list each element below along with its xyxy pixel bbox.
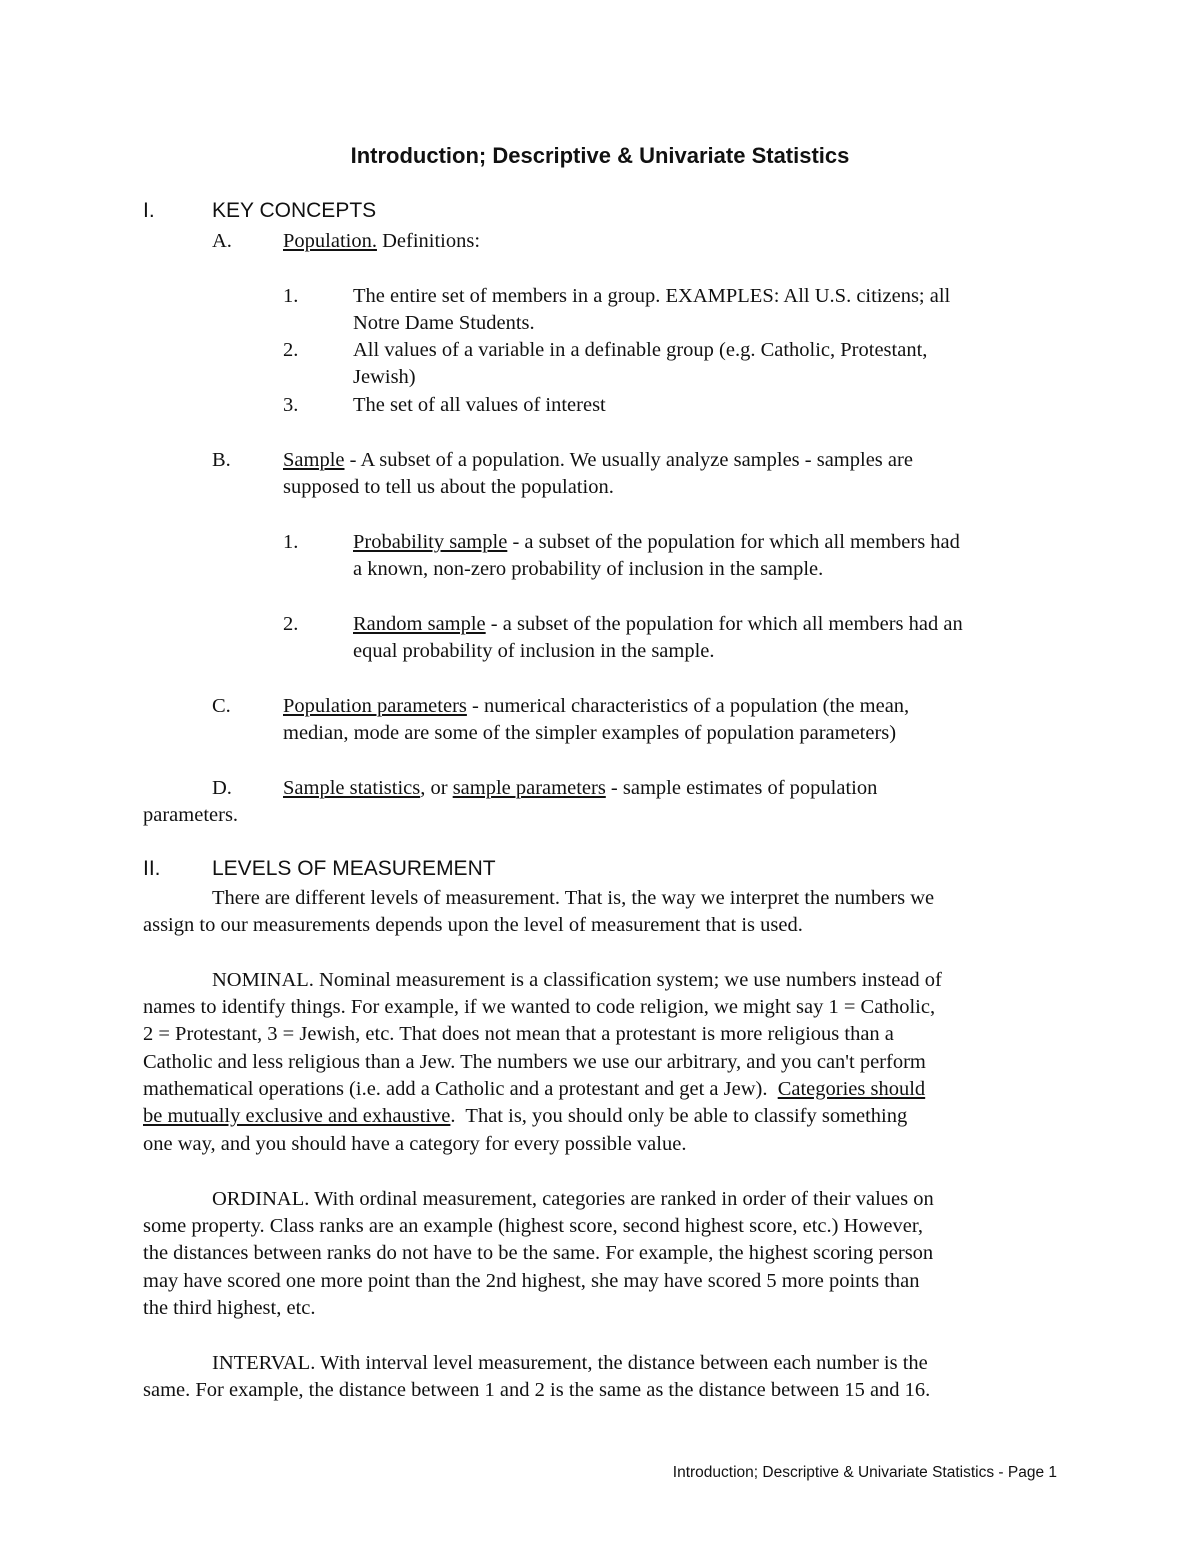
ordinal-line-3: the distances between ranks do not have to be the same. For example, the highest scoring person bbox=[143, 1242, 934, 1264]
section-2-number: II. bbox=[143, 857, 161, 880]
b-item-2-number: 2. bbox=[283, 613, 299, 635]
b-item-1-number: 1. bbox=[283, 531, 299, 553]
a-item-1-line2: Notre Dame Students. bbox=[353, 312, 535, 334]
a-item-3-number: 3. bbox=[283, 394, 299, 416]
section-1-number: I. bbox=[143, 199, 155, 222]
nominal-line-7: one way, and you should have a category for every possible value. bbox=[143, 1133, 687, 1155]
item-b-rest: - A subset of a population. We usually analyze samples - samples are bbox=[344, 449, 913, 471]
interval-line-1: INTERVAL. With interval level measurement, the distance between each number is the bbox=[212, 1352, 928, 1374]
item-a-rest: Definitions: bbox=[376, 230, 481, 252]
a-item-3-line1: The set of all values of interest bbox=[353, 394, 606, 416]
a-item-2-line1: All values of a variable in a definable group (e.g. Catholic, Protestant, bbox=[353, 339, 928, 361]
item-c-term: Population parameters bbox=[283, 695, 467, 717]
nominal-line-1: NOMINAL. Nominal measurement is a classification system; we use numbers instead of bbox=[212, 969, 942, 991]
item-d-term-2: sample parameters bbox=[452, 777, 606, 799]
nominal-line-5 bbox=[143, 1076, 925, 1103]
section-2-intro-line1: There are different levels of measurement. That is, the way we interpret the numbers we bbox=[212, 887, 935, 909]
b-item-1-text bbox=[353, 529, 960, 556]
item-b-line2: supposed to tell us about the population. bbox=[283, 476, 614, 498]
item-d-rest: - sample estimates of population bbox=[605, 777, 878, 799]
b-item-1-line2: a known, non-zero probability of inclusion in the sample. bbox=[353, 558, 824, 580]
a-item-2-number: 2. bbox=[283, 339, 299, 361]
interval-line-2: same. For example, the distance between 1 and 2 is the same as the distance between 15 and 16. bbox=[143, 1379, 931, 1401]
b-item-1-term: Probability sample bbox=[353, 531, 508, 553]
item-d-letter: D. bbox=[212, 777, 232, 799]
nominal-line-4: Catholic and less religious than a Jew. The numbers we use our arbitrary, and you can't perform bbox=[143, 1051, 926, 1073]
item-c-line2: median, mode are some of the simpler examples of population parameters) bbox=[283, 722, 897, 744]
ordinal-line-4: may have scored one more point than the 2nd highest, she may have scored 5 more points than bbox=[143, 1270, 920, 1292]
b-item-2-text bbox=[353, 611, 963, 638]
item-d-line2: parameters. bbox=[143, 804, 239, 826]
page-title: Introduction; Descriptive & Univariate Statistics bbox=[350, 143, 850, 168]
b-item-1-rest: - a subset of the population for which all members had bbox=[507, 531, 960, 553]
section-1-heading: KEY CONCEPTS bbox=[212, 199, 377, 222]
a-item-1-number: 1. bbox=[283, 285, 299, 307]
b-item-2-rest: - a subset of the population for which all members had an bbox=[485, 613, 963, 635]
nominal-line-6 bbox=[143, 1103, 907, 1130]
ordinal-line-2: some property. Class ranks are an example (highest score, second highest score, etc.) However, bbox=[143, 1215, 924, 1237]
section-2-intro-line2: assign to our measurements depends upon the level of measurement that is used. bbox=[143, 914, 803, 936]
nominal-line-2: names to identify things. For example, if we wanted to code religion, we might say 1 = Catholic, bbox=[143, 996, 936, 1018]
item-a-letter: A. bbox=[212, 230, 232, 252]
item-a-term: Population. bbox=[283, 230, 377, 252]
b-item-2-line2: equal probability of inclusion in the sample. bbox=[353, 640, 715, 662]
a-item-1-line1: The entire set of members in a group. EXAMPLES: All U.S. citizens; all bbox=[353, 285, 951, 307]
nominal-line-3: 2 = Protestant, 3 = Jewish, etc. That does not mean that a protestant is more religious than a bbox=[143, 1023, 894, 1045]
item-c-rest: - numerical characteristics of a population (the mean, bbox=[466, 695, 910, 717]
ordinal-line-1: ORDINAL. With ordinal measurement, categories are ranked in order of their values on bbox=[212, 1188, 934, 1210]
item-c-letter: C. bbox=[212, 695, 231, 717]
section-2-heading: LEVELS OF MEASUREMENT bbox=[212, 857, 496, 880]
nominal-line-5-underlined: Categories should bbox=[777, 1078, 926, 1100]
item-a-text bbox=[283, 228, 480, 255]
ordinal-line-5: the third highest, etc. bbox=[143, 1297, 316, 1319]
item-b-term: Sample bbox=[283, 449, 345, 471]
item-c-text bbox=[283, 693, 909, 720]
b-item-2-term: Random sample bbox=[353, 613, 486, 635]
nominal-line-6-underlined: be mutually exclusive and exhaustive bbox=[143, 1105, 451, 1127]
item-d-mid: , or bbox=[420, 777, 453, 799]
item-d-term-1: Sample statistics bbox=[283, 777, 421, 799]
item-b-letter: B. bbox=[212, 449, 231, 471]
nominal-line-6-text: . That is, you should only be able to classify something bbox=[450, 1105, 908, 1127]
nominal-line-5-text: mathematical operations (i.e. add a Catholic and a protestant and get a Jew). bbox=[143, 1078, 778, 1100]
a-item-2-line2: Jewish) bbox=[353, 366, 416, 388]
item-b-text bbox=[283, 447, 913, 474]
item-d-text bbox=[283, 775, 877, 802]
page-footer: Introduction; Descriptive & Univariate Statistics - Page 1 bbox=[672, 1464, 1057, 1481]
